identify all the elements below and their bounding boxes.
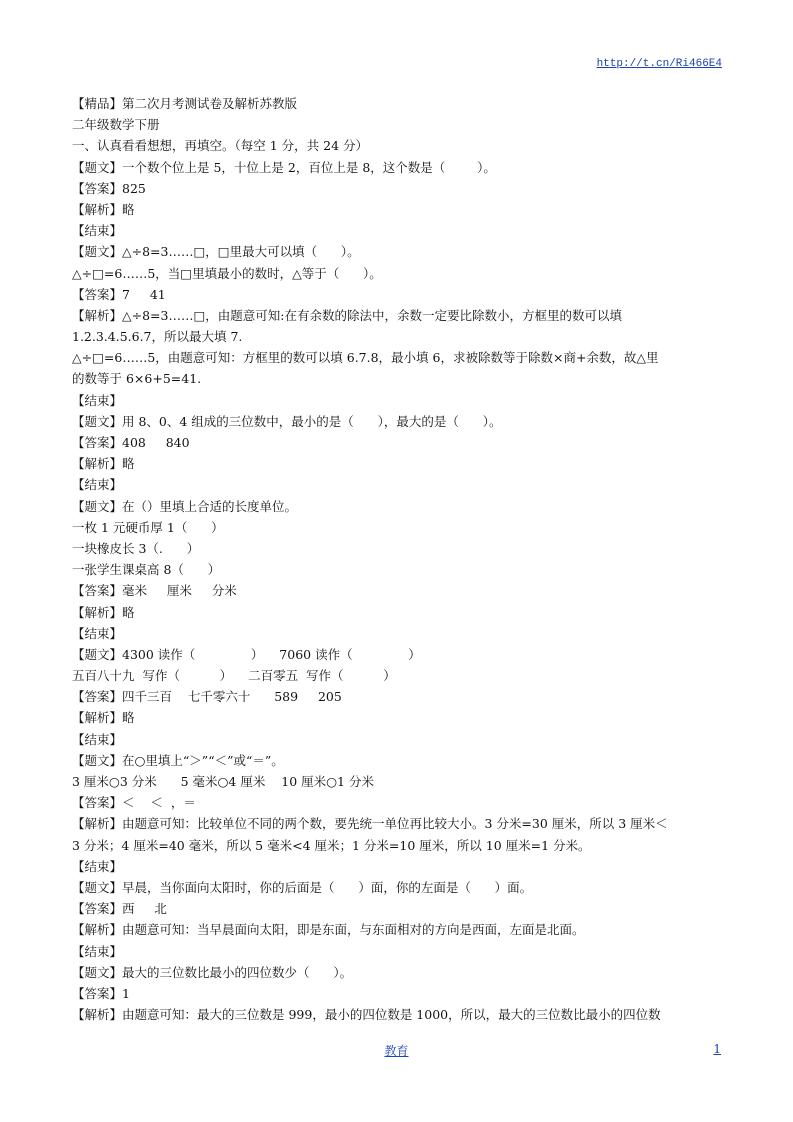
doc-line: 【题文】4300 读作（ ） 7060 读作（ ）	[72, 646, 421, 662]
doc-line: 二年级数学下册	[72, 117, 160, 133]
page-number: 1	[713, 1042, 721, 1056]
doc-line: 【解析】略	[72, 604, 135, 620]
doc-line: 【题文】△÷8=3……□，□里最大可以填（ ）。	[72, 244, 360, 260]
doc-line: 3 厘米○3 分米 5 毫米○4 厘米 10 厘米○1 分米	[72, 774, 374, 789]
doc-line: △÷□=6……5，当□里填最小的数时，△等于（ ）。	[72, 265, 382, 281]
doc-line: 【答案】西 北	[72, 901, 167, 917]
doc-line: 【解析】由题意可知：最大的三位数是 999，最小的四位数是 1000，所以，最大的三位数比最小的四位数	[72, 1007, 661, 1023]
doc-line: 的数等于 6×6+5=41.	[72, 371, 202, 387]
doc-line: 一张学生课桌高 8（ ）	[72, 562, 221, 578]
doc-line: 【解析】由题意可知：比较单位不同的两个数，要先统一单位再比较大小。3 分米=30 厘米，所以 3 厘米＜	[72, 816, 668, 832]
doc-line: 【结束】	[72, 392, 123, 408]
doc-line: 一、认真看看想想，再填空。（每空 1 分，共 24 分）	[72, 138, 369, 154]
doc-line: 【题文】早晨，当你面向太阳时，你的后面是（ ）面，你的左面是（ ）面。	[72, 879, 533, 895]
doc-line: 【题文】最大的三位数比最小的四位数少（ ）。	[72, 964, 353, 980]
doc-line: 【结束】	[72, 731, 123, 747]
doc-line: 【答案】1	[72, 985, 130, 1001]
doc-line: 1.2.3.4.5.6.7，所以最大填 7.	[72, 329, 243, 345]
document-body	[72, 93, 732, 1025]
doc-line: 【题文】一个数个位上是 5，十位上是 2，百位上是 8，这个数是（ ）。	[72, 159, 496, 175]
doc-line: 五百八十九 写作（ ） 二百零五 写作（ ）	[72, 668, 396, 684]
doc-line: 【题文】在（）里填上合适的长度单位。	[72, 498, 298, 514]
doc-line: 【结束】	[72, 943, 123, 959]
doc-line: 【结束】	[72, 477, 123, 493]
doc-line: 【答案】7 41	[72, 286, 166, 302]
doc-line: 【结束】	[72, 625, 123, 641]
doc-line: 【解析】略	[72, 456, 135, 472]
doc-line: 【精品】第二次月考测试卷及解析苏教版	[72, 96, 298, 111]
doc-line: 【答案】四千三百 七千零六十 589 205	[72, 689, 342, 705]
doc-line: 一枚 1 元硬币厚 1（ ）	[72, 519, 224, 535]
doc-line: 一块橡皮长 3（. ）	[72, 540, 200, 556]
doc-line: 【解析】略	[72, 710, 135, 726]
doc-line: 【答案】毫米 厘米 分米	[72, 583, 237, 599]
doc-line: 【解析】由题意可知：当早晨面向太阳，即是东面，与东面相对的方向是西面，左面是北面。	[72, 922, 585, 938]
doc-line: 【答案】408 840	[72, 435, 190, 450]
header-link[interactable]: http://t.cn/Ri466E4	[596, 58, 722, 70]
doc-line: 【结束】	[72, 223, 123, 239]
doc-line: 【答案】＜ ＜ ，＝	[72, 795, 196, 811]
doc-line: 【结束】	[72, 858, 123, 874]
doc-line: △÷□=6……5，由题意可知：方框里的数可以填 6.7.8，最小填 6，求被除数等于除数×商+余数，故△里	[72, 350, 659, 366]
doc-line: 【题文】在○里填上“＞”“＜”或“＝”。	[72, 752, 284, 768]
doc-line: 3 分米；4 厘米=40 毫米，所以 5 毫米<4 厘米；1 分米=10 厘米，所以 10 厘米=1 分米。	[72, 837, 591, 853]
footer-link[interactable]: 教育	[384, 1044, 409, 1058]
doc-line: 【解析】略	[72, 201, 135, 217]
doc-line: 【解析】△÷8=3……□，由题意可知:在有余数的除法中，余数一定要比除数小，方框里的数可以填	[72, 307, 622, 323]
doc-line: 【答案】825	[72, 180, 146, 196]
doc-line: 【题文】用 8、0、4 组成的三位数中，最小的是（ ），最大的是（ ）。	[72, 413, 502, 429]
